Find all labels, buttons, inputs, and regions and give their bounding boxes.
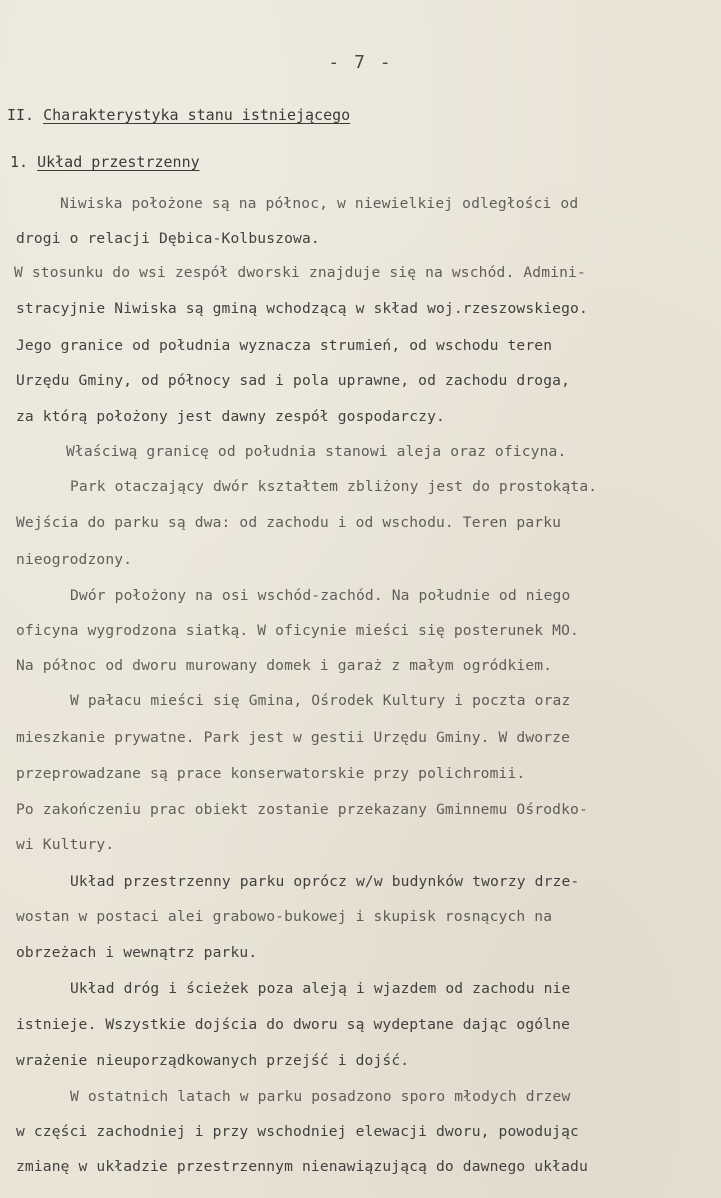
text-line: Park otaczający dwór kształtem zbliżony jest do prostokąta. xyxy=(70,478,598,495)
text-line: Niwiska położone są na północ, w niewielkiej odległości od xyxy=(60,195,579,212)
text-line: w części zachodniej i przy wschodniej elewacji dworu, powodując xyxy=(16,1123,579,1140)
text-line: za którą położony jest dawny zespół gospodarczy. xyxy=(16,408,445,425)
text-line: obrzeżach i wewnątrz parku. xyxy=(16,944,258,961)
page-number: - 7 - xyxy=(328,52,393,73)
text-line: Właściwą granicę od południa stanowi aleja oraz oficyna. xyxy=(66,443,567,460)
text-line: Układ przestrzenny parku oprócz w/w budynków tworzy drze- xyxy=(70,873,580,890)
text-line: W stosunku do wsi zespół dworski znajduje się na wschód. Admini- xyxy=(14,264,586,281)
text-line: przeprowadzane są prace konserwatorskie przy polichromii. xyxy=(16,765,526,782)
text-line: Urzędu Gminy, od północy sad i pola uprawne, od zachodu droga, xyxy=(16,372,571,389)
text-line: Jego granice od południa wyznacza strumień, od wschodu teren xyxy=(16,337,553,354)
section-title: Charakterystyka stanu istniejącego xyxy=(43,106,351,124)
text-line: drogi o relacji Dębica-Kolbuszowa. xyxy=(16,230,320,247)
text-line: Na północ od dworu murowany domek i garaż z małym ogródkiem. xyxy=(16,657,553,674)
section-number: II. xyxy=(7,106,35,124)
text-line: Wejścia do parku są dwa: od zachodu i od wschodu. Teren parku xyxy=(16,514,562,531)
section-heading xyxy=(7,106,350,124)
text-line: istnieje. Wszystkie dojścia do dworu są wydeptane dając ogólne xyxy=(16,1016,571,1033)
text-line: wrażenie nieuporządkowanych przejść i dojść. xyxy=(16,1052,410,1069)
text-line: Po zakończeniu prac obiekt zostanie przekazany Gminnemu Ośrodko- xyxy=(16,801,588,818)
subsection-heading xyxy=(10,153,200,171)
text-line: W pałacu mieści się Gmina, Ośrodek Kultury i poczta oraz xyxy=(70,692,571,709)
text-line: wostan w postaci alei grabowo-bukowej i skupisk rosnących na xyxy=(16,908,553,925)
text-line: stracyjnie Niwiska są gminą wchodzącą w skład woj.rzeszowskiego. xyxy=(16,300,588,317)
text-line: nieogrodzony. xyxy=(16,551,133,568)
text-line: mieszkanie prywatne. Park jest w gestii Urzędu Gminy. W dworze xyxy=(16,729,571,746)
text-line: Układ dróg i ścieżek poza aleją i wjazdem od zachodu nie xyxy=(70,980,571,997)
text-line: zmianę w układzie przestrzennym nienawiązującą do dawnego układu xyxy=(16,1158,588,1175)
text-line: wi Kultury. xyxy=(16,836,115,853)
subsection-number: 1. xyxy=(10,153,29,171)
text-line: Dwór położony na osi wschód-zachód. Na południe od niego xyxy=(70,587,571,604)
text-line: oficyna wygrodzona siatką. W oficynie mieści się posterunek MO. xyxy=(16,622,579,639)
text-line: W ostatnich latach w parku posadzono sporo młodych drzew xyxy=(70,1088,571,1105)
subsection-title: Układ przestrzenny xyxy=(37,153,200,171)
